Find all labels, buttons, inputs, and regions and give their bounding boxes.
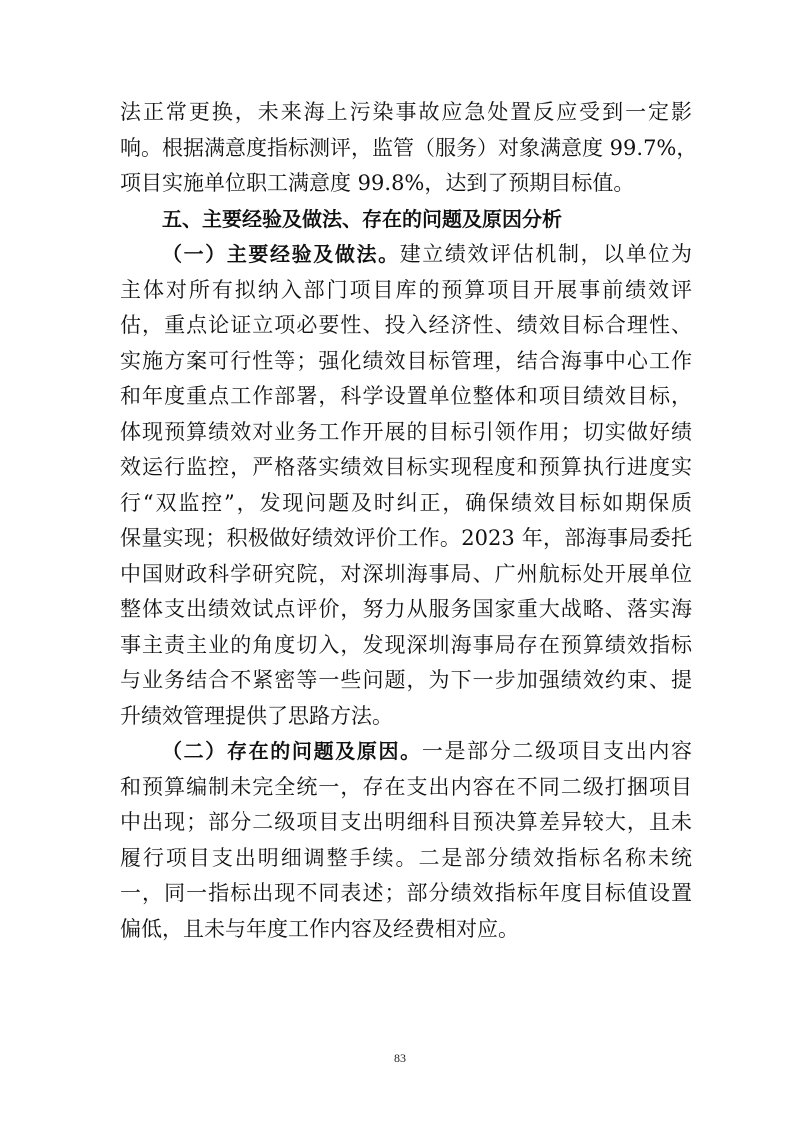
paragraph-line: 中出现；部分二级项目支出明细科目预决算差异较大，且未 [120, 810, 692, 834]
paragraph-line [120, 237, 692, 273]
page-number: 83 [394, 1051, 406, 1065]
paragraph-text: 建立绩效评估机制，以单位为 [399, 242, 693, 266]
paragraph-line [120, 734, 692, 770]
document-body [120, 95, 698, 947]
paragraph-line: 履行项目支出明细调整手续。二是部分绩效指标名称未统 [120, 845, 692, 870]
paragraph-line: 一，同一指标出现不同表述；部分绩效指标年度目标值设置 [120, 881, 692, 905]
paragraph-line: 实施方案可行性等；强化绩效目标管理，结合海事中心工作 [120, 348, 692, 373]
paragraph-line: 响。根据满意度指标测评，监管（服务）对象满意度 99.7%， [120, 135, 698, 160]
paragraph-text: 一是部分二级项目支出内容 [421, 739, 693, 763]
paragraph-line: 法正常更换，未来海上污染事故应急处置反应受到一定影 [120, 100, 692, 124]
paragraph-line: 体现预算绩效对业务工作开展的目标引领作用；切实做好绩 [120, 419, 692, 444]
paragraph-line: 和预算编制未完全统一，存在支出内容在不同二级打捆项目 [120, 774, 692, 799]
paragraph-line: 估，重点论证立项必要性、投入经济性、绩效目标合理性、 [120, 313, 692, 337]
section-heading: 五、主要经验及做法、存在的问题及原因分析 [162, 206, 562, 231]
paragraph-line: 事主责主业的角度切入，发现深圳海事局存在预算绩效指标 [120, 632, 692, 657]
subsection-label-experience: （一）主要经验及做法。 [162, 242, 400, 266]
paragraph-line: 主体对所有拟纳入部门项目库的预算项目开展事前绩效评 [120, 277, 692, 302]
paragraph-line: 行“双监控”，发现问题及时纠正，确保绩效目标如期保质 [120, 490, 692, 515]
subsection-label-problems: （二）存在的问题及原因。 [162, 739, 422, 763]
paragraph-line: 项目实施单位职工满意度 99.8%，达到了预期目标值。 [120, 171, 635, 195]
paragraph-line: 效运行监控，严格落实绩效目标实现程度和预算执行进度实 [120, 455, 692, 479]
paragraph-line: 升绩效管理提供了思路方法。 [120, 703, 393, 728]
paragraph-line: 中国财政科学研究院，对深圳海事局、广州航标处开展单位 [120, 561, 692, 586]
paragraph-line: 偏低，且未与年度工作内容及经费相对应。 [120, 916, 519, 941]
paragraph-line: 整体支出绩效试点评价，努力从服务国家重大战略、落实海 [120, 597, 692, 621]
paragraph-line: 保量实现；积极做好绩效评价工作。2023 年，部海事局委托 [120, 526, 692, 550]
paragraph-line: 与业务结合不紧密等一些问题，为下一步加强绩效约束、提 [120, 668, 692, 692]
paragraph-line: 和年度重点工作部署，科学设置单位整体和项目绩效目标， [120, 384, 692, 408]
